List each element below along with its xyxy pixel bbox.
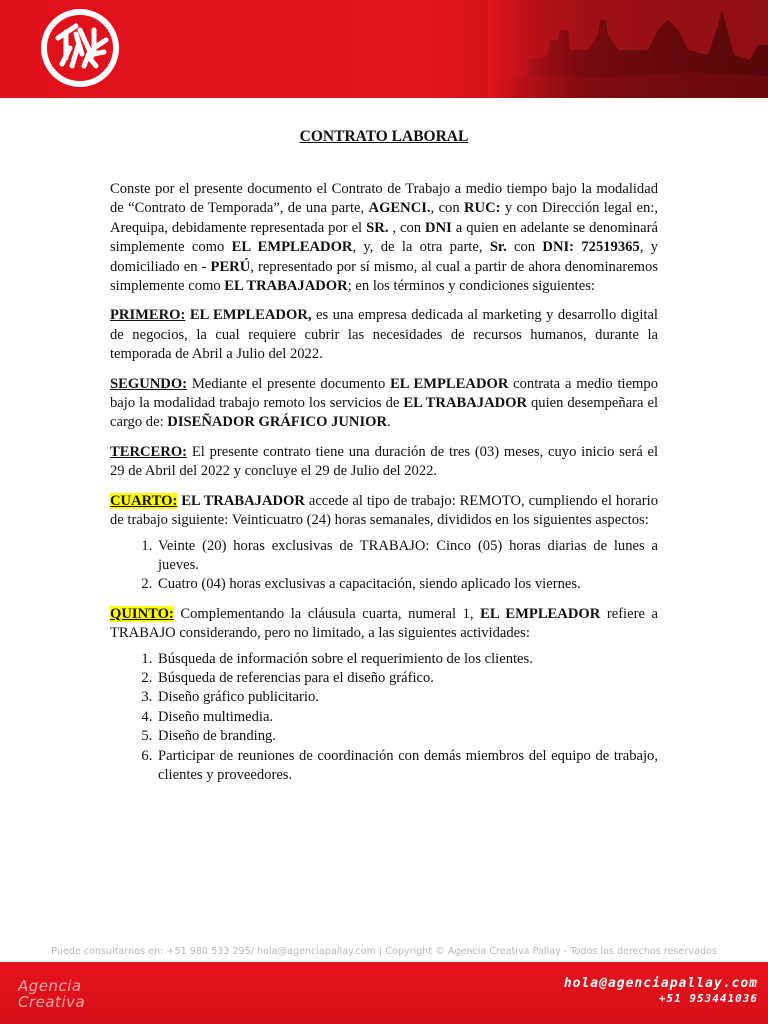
employer-term: EL EMPLEADOR [231,239,353,256]
clause-text: es una empresa dedicada al marketing y desarrollo digital de negocios, la cual requiere cubrir las necesidades de recursos humanos, durante la temporada de Abril a Julio del 2022. [110,307,658,363]
list-item: 2. Cuatro (04) horas exclusivas a capacitación, siendo aplicado los viernes. [156,575,658,594]
intro-text: , con [430,200,464,217]
worker-dni: DNI: 72519365 [542,239,640,256]
footer-contact-note: Puede consultarnos en: +51 980 533 295/ hola@agenciapallay.com | Copyright © Agencia Creativa Pallay - Todos los derechos reservados [51,946,717,957]
representative-label: SR. [366,219,389,236]
list-item: 3. Diseño gráfico publicitario. [156,688,658,707]
intro-text: , representado por sí mismo, al cual a partir de ahora denominaremos simplemente como [110,258,658,295]
list-item: 2. Búsqueda de referencias para el diseño gráfico. [156,669,658,688]
contract-body [110,180,658,795]
footer-brand-line1: Agencia [18,977,82,995]
worker-term: EL TRABAJADOR [181,492,305,509]
list-item: 1. Búsqueda de información sobre el requerimiento de los clientes. [156,650,658,669]
country-name: PERÚ [210,258,251,275]
footer-brand-line2: Creativa [18,993,86,1011]
list-item: 6. Participar de reuniones de coordinación con demás miembros del equipo de trabajo, clientes y proveedores. [156,747,658,786]
worker-term: EL TRABAJADOR [403,395,528,412]
intro-text: con [506,239,543,256]
clause-text: contrata a medio tiempo bajo la modalidad trabajo remoto los servicios de [110,375,658,412]
clause-text: quien desempeñara el cargo de: [110,395,658,431]
ruc-label: RUC: [464,200,501,217]
cuarto-list [110,537,658,595]
clause-label: TERCERO: [110,443,188,460]
footer-phone: +51 953441036 [658,992,758,1005]
company-name: AGENCI. [368,200,431,217]
city-skyline-image [488,0,768,98]
clause-label-highlighted: CUARTO: [110,492,178,509]
list-item: 5. Diseño de branding. [156,727,658,746]
intro-text: ; en los términos y condiciones siguientes: [347,278,595,295]
intro-text: a quien en adelante se denominará simplemente como [110,219,658,256]
clause-text: Mediante el presente documento [187,375,391,392]
intro-text: , y, de la otra parte, [352,239,490,256]
clause-text: . [387,414,391,431]
dni-label: DNI [425,219,452,236]
clause-label: PRIMERO: [110,307,186,324]
clause-cuarto [110,492,658,531]
employer-term: EL EMPLEADOR [480,605,601,622]
worker-term: EL TRABAJADOR [224,278,348,295]
page-title: CONTRATO LABORAL [299,128,469,145]
clause-label: SEGUNDO: [110,375,188,392]
intro-text: y con Dirección legal en:, Arequipa, debidamente representada por el [110,200,658,236]
header-banner [0,0,768,98]
list-item: 1. Veinte (20) horas exclusivas de TRABAJO: Cinco (05) horas diarias de lunes a jueves. [156,537,658,576]
clause-text: refiere a TRABAJO considerando, pero no limitado, a las siguientes actividades: [110,605,659,642]
footer-email: hola@agenciapallay.com [563,976,758,991]
worker-title: Sr. [489,239,507,256]
employer-term: EL EMPLEADOR, [189,307,312,324]
clause-text: El presente contrato tiene una duración de tres (03) meses, cuyo inicio será el 29 de Abril del 2022 y concluye el 29 de Julio del 2022. [110,443,658,480]
employer-term: EL EMPLEADOR [390,375,509,392]
footer-banner [0,962,768,1024]
clause-text: Complementando la cláusula cuarta, numeral 1, [173,605,481,622]
intro-text: , y domiciliado en - [110,239,658,275]
intro-text: , con [388,219,426,236]
list-item: 4. Diseño multimedia. [156,708,658,727]
pallay-logo [36,8,124,88]
clause-primero [110,306,658,364]
intro-paragraph [110,180,658,296]
job-title: DISEÑADOR GRÁFICO JUNIOR [167,414,388,431]
clause-segundo [110,375,658,433]
clause-tercero [110,443,658,482]
quinto-list [110,650,658,786]
clause-quinto [110,605,658,644]
intro-text: Conste por el presente documento el Contrato de Trabajo a medio tiempo bajo la modalidad de “Contrato de Temporada”, de una parte, [110,181,658,217]
clause-label-highlighted: QUINTO: [110,605,174,622]
clause-text: accede al tipo de trabajo: REMOTO, cumpliendo el horario de trabajo siguiente: Veinticuatro (24) horas semanales, divididos en los siguientes aspectos: [110,492,658,529]
